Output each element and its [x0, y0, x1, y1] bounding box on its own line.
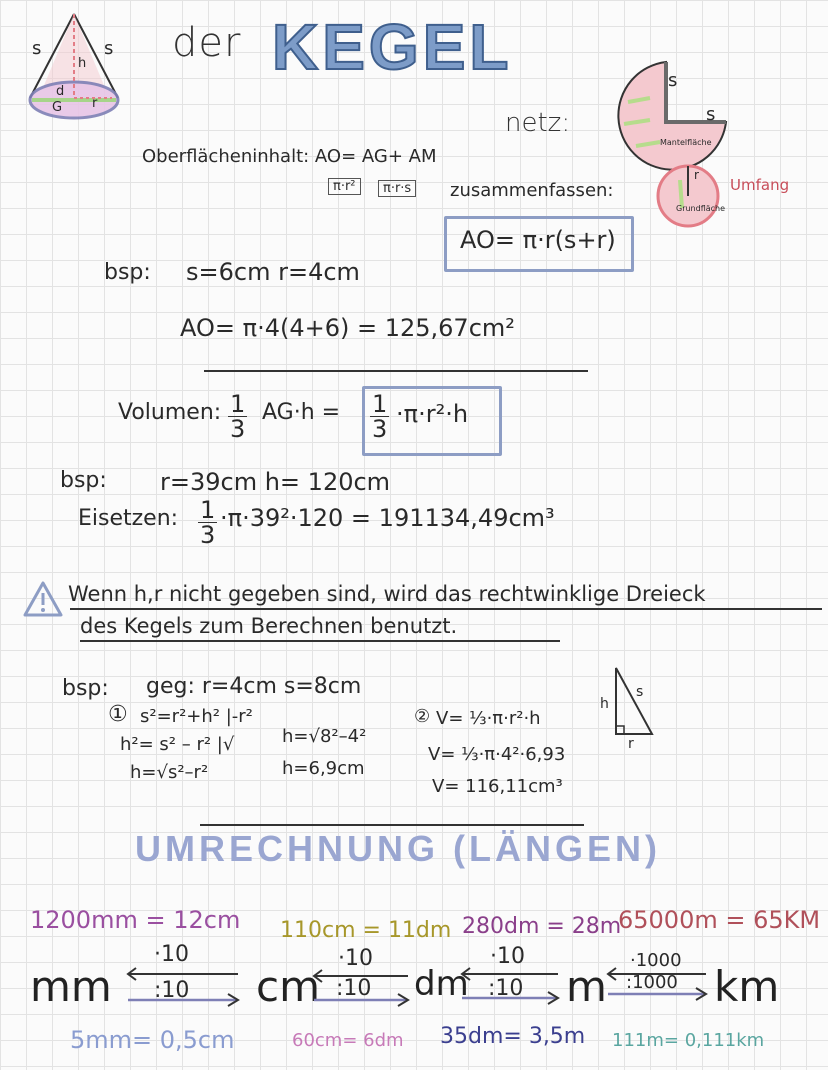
conversion-heading: UMRECHNUNG (LÄNGEN) — [135, 828, 661, 869]
cone-label-d: d — [56, 84, 65, 99]
unit-km: km — [714, 962, 780, 1011]
arrow2-down-label: :10 — [336, 976, 372, 1001]
net-label-umfang: Umfang — [730, 176, 790, 194]
conversion-bottom-1: 60cm= 6dm — [292, 1030, 404, 1051]
arrow1-up-label: ·10 — [154, 942, 189, 967]
cone-diagram — [22, 10, 130, 128]
surface-box-base: π·r² — [328, 178, 361, 195]
divider-2 — [200, 824, 584, 826]
surface-box-mantle: π·r·s — [378, 180, 416, 197]
example2-frac-den: 3 — [200, 521, 216, 549]
cone-label-s-right: s — [104, 38, 114, 59]
zusammenfassen-label: zusammenfassen: — [450, 180, 614, 201]
conversion-top-0: 1200mm = 12cm — [30, 906, 241, 934]
arrow3-up-label: ·10 — [490, 944, 525, 969]
volume-frac-num: 1 — [230, 390, 246, 418]
unit-cm: cm — [256, 962, 321, 1011]
step1-line-1: s²=r²+h² |-r² — [140, 706, 253, 727]
step1-line-2: h²= s² – r² |√ — [120, 734, 235, 755]
title-prefix: der — [172, 20, 242, 66]
net-label-s-top: s — [668, 70, 678, 91]
example2-given: r=39cm h= 120cm — [160, 468, 391, 496]
warning-icon — [22, 580, 64, 618]
surface-area-line: Oberflächeninhalt: AO= AG+ AM — [142, 146, 437, 167]
triangle-label-h: h — [600, 696, 609, 712]
cone-label-r: r — [92, 96, 98, 111]
arrow3-down-label: :10 — [488, 976, 524, 1001]
step2-number: ② — [414, 706, 431, 727]
net-label-mantel: Mantelfläche — [660, 138, 712, 147]
example3-label: bsp: — [62, 676, 109, 701]
conversion-bottom-0: 5mm= 0,5cm — [70, 1026, 235, 1054]
warning-line-2: des Kegels zum Berechnen benutzt. — [80, 614, 458, 638]
conversion-top-2: 280dm = 28m — [462, 914, 622, 939]
divider-1 — [204, 370, 588, 372]
step2-line-3: V= 116,11cm³ — [432, 776, 563, 797]
warning-line-1: Wenn h,r nicht gegeben sind, wird das rechtwinklige Dreieck — [68, 582, 706, 606]
cone-label-h: h — [78, 56, 87, 71]
step1-line-4: h=√8²–4² — [282, 726, 367, 747]
net-label-s-side: s — [706, 104, 716, 125]
warning-underline-2 — [80, 640, 560, 642]
example2-calculation: ·π·39²·120 = 191134,49cm³ — [220, 504, 555, 532]
page-title: KEGEL — [272, 11, 513, 83]
arrow2-up-label: ·10 — [338, 946, 373, 971]
unit-mm: mm — [30, 962, 112, 1011]
unit-m: m — [566, 962, 607, 1011]
volume-box-fraction — [370, 392, 389, 441]
volume-fraction — [228, 392, 247, 441]
volume-box-rest: ·π·r²·h — [396, 400, 469, 428]
net-label-r: r — [694, 168, 699, 182]
cone-label-g: G — [52, 100, 63, 115]
example1-calculation: AO= π·4(4+6) = 125,67cm² — [180, 314, 515, 342]
triangle-label-r: r — [628, 736, 634, 752]
conversion-top-1: 110cm = 11dm — [280, 918, 452, 943]
conversion-bottom-2: 35dm= 3,5m — [440, 1024, 586, 1049]
net-label-grund: Grundfläche — [676, 204, 726, 213]
example1-given: s=6cm r=4cm — [186, 258, 360, 286]
volume-box-frac-den: 3 — [372, 415, 388, 443]
conversion-top-3: 65000m = 65KM — [618, 906, 821, 934]
step1-line-5: h=6,9cm — [282, 758, 365, 779]
example2-label: bsp: — [60, 468, 107, 493]
volume-mid: AG·h = — [262, 400, 341, 425]
arrow4-up-label: ·1000 — [630, 950, 682, 971]
step1-line-3: h=√s²–r² — [130, 762, 209, 783]
volume-label: Volumen: — [118, 400, 222, 425]
cone-label-s-left: s — [32, 38, 42, 59]
arrow4-down-label: :1000 — [626, 972, 678, 993]
arrow1-down-label: :10 — [154, 978, 190, 1003]
netz-label: netz: — [505, 108, 571, 138]
warning-underline-1 — [70, 608, 822, 610]
volume-box-frac-num: 1 — [372, 390, 388, 418]
step1-number: ① — [108, 702, 128, 727]
step2-line-1: V= ⅓·π·r²·h — [436, 708, 541, 729]
conversion-bottom-3: 111m= 0,111km — [612, 1030, 765, 1051]
example3-given: geg: r=4cm s=8cm — [146, 674, 362, 699]
step2-line-2: V= ⅓·π·4²·6,93 — [428, 744, 566, 765]
triangle-label-s: s — [636, 684, 644, 700]
unit-dm: dm — [414, 964, 469, 1004]
right-triangle-diagram — [608, 664, 658, 738]
example1-label: bsp: — [104, 260, 151, 285]
example2-fraction — [198, 498, 217, 547]
surface-formula: AO= π·r(s+r) — [460, 226, 616, 254]
volume-frac-den: 3 — [230, 415, 246, 443]
example2-frac-num: 1 — [200, 496, 216, 524]
einsetzen-label: Eisetzen: — [78, 506, 179, 531]
